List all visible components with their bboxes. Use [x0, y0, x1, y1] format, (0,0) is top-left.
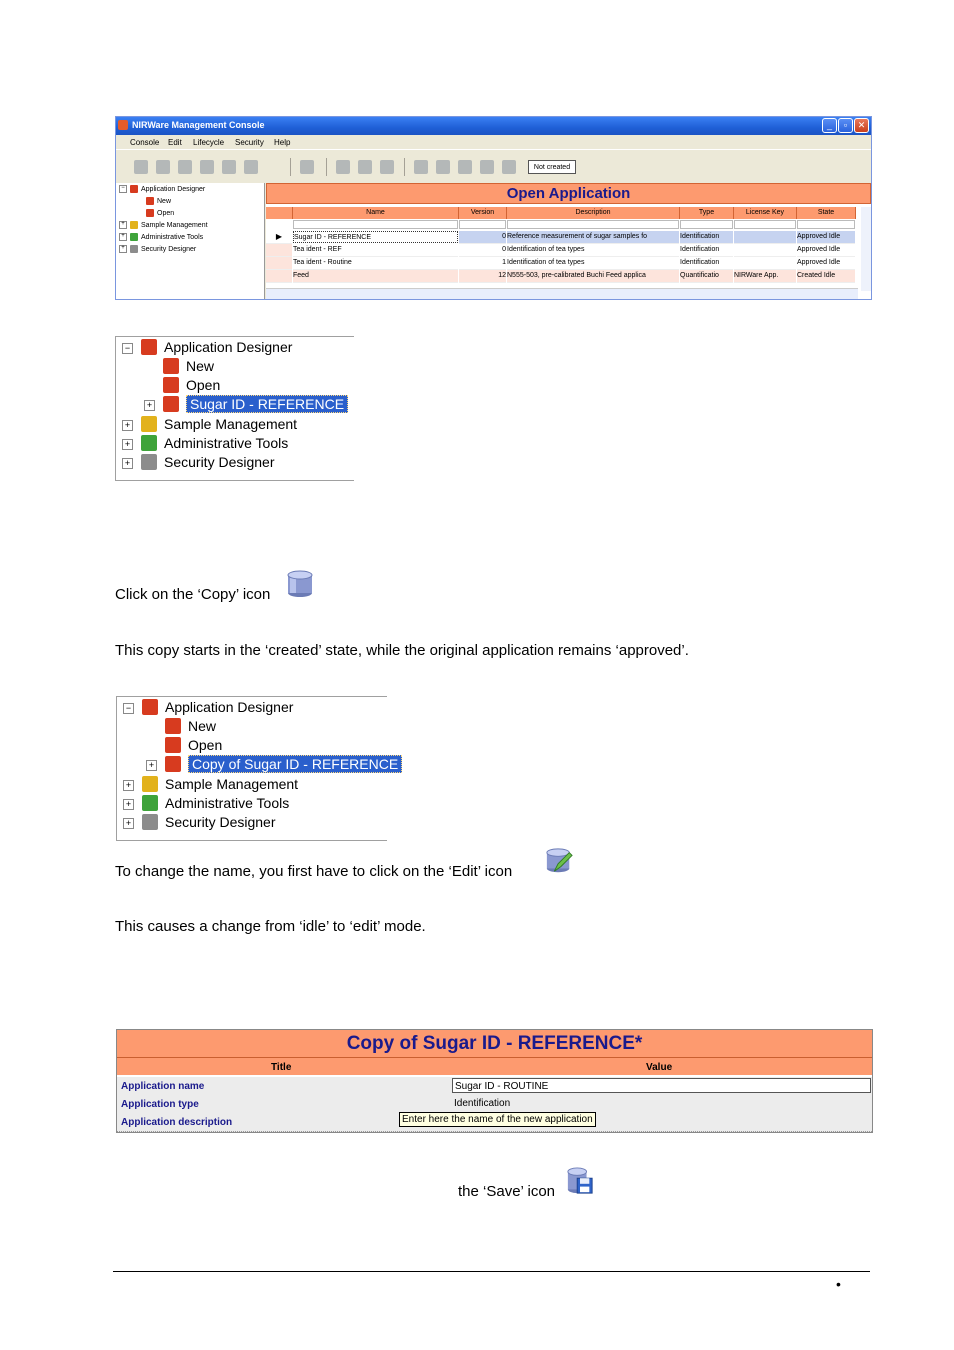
tree-item-administrative-tools[interactable]: + Administrative Tools	[122, 434, 288, 453]
filter-license-key[interactable]	[734, 220, 796, 229]
current-row-arrow-icon: ▶	[266, 231, 292, 244]
menu-lifecycle[interactable]: Lifecycle	[193, 138, 225, 147]
row-header-corner	[266, 207, 293, 219]
table-cell-state[interactable]: Created Idle	[797, 270, 855, 283]
red-puzzle-icon	[130, 185, 138, 193]
vertical-scrollbar[interactable]	[861, 207, 871, 291]
table-cell-name[interactable]: Feed	[293, 270, 458, 283]
refresh-icon[interactable]	[222, 160, 236, 174]
table-cell-version[interactable]: 0	[459, 231, 506, 244]
row-header[interactable]	[266, 244, 292, 257]
form-title: Copy of Sugar ID - REFERENCE*	[117, 1030, 872, 1058]
column-header-version[interactable]: Version	[459, 207, 507, 219]
mode-note: This causes a change from ‘idle’ to ‘edit’ mode.	[115, 918, 426, 935]
red-puzzle-icon	[142, 699, 158, 715]
application-edit-form	[116, 1029, 873, 1133]
table-cell-license-key[interactable]	[734, 257, 796, 270]
menu-bar	[116, 135, 871, 149]
window-title: NIRWare Management Console	[132, 120, 265, 130]
row-header[interactable]	[266, 257, 292, 270]
application-type-value[interactable]: Identification	[454, 1098, 511, 1109]
menu-help[interactable]: Help	[274, 138, 291, 147]
expand-icon[interactable]: +	[119, 245, 127, 253]
table-cell-type[interactable]: Identification	[680, 231, 733, 244]
gray-puzzle-icon	[142, 814, 158, 830]
table-cell-name[interactable]: Tea ident - REF	[293, 244, 458, 257]
yellow-puzzle-icon	[130, 221, 138, 229]
tree-item-new[interactable]: New	[146, 197, 171, 205]
table-cell-version[interactable]: 1	[459, 257, 506, 270]
red-puzzle-icon	[165, 737, 181, 753]
tree-panel-before-copy	[115, 336, 354, 481]
management-console-window	[115, 116, 872, 300]
column-header-title: Title	[271, 1062, 292, 1073]
tree-item-application-designer[interactable]: − Application Designer	[119, 185, 205, 193]
view-icon[interactable]	[300, 160, 314, 174]
navigation-tree	[116, 183, 265, 299]
toolbar-separator	[290, 158, 291, 176]
filter-state[interactable]	[797, 220, 855, 229]
name-tooltip: Enter here the name of the new application	[399, 1112, 596, 1127]
toolbar	[116, 149, 871, 184]
tree-item-open[interactable]: Open	[146, 209, 174, 217]
red-puzzle-icon	[165, 756, 181, 772]
red-puzzle-icon	[141, 339, 157, 355]
open-application-pane	[266, 183, 871, 299]
menu-console[interactable]: Console	[130, 138, 160, 147]
export-icon[interactable]	[480, 160, 494, 174]
new-icon[interactable]	[134, 160, 148, 174]
tree-item-application-designer[interactable]: − Application Designer	[122, 338, 292, 357]
red-puzzle-icon	[163, 377, 179, 393]
red-puzzle-icon	[146, 209, 154, 217]
tree-item-sample-management[interactable]: + Sample Management	[119, 221, 208, 229]
filter-description[interactable]	[507, 220, 679, 229]
green-puzzle-icon	[142, 795, 158, 811]
tree-item-sample-management[interactable]: + Sample Management	[122, 415, 297, 434]
paste-icon[interactable]	[380, 160, 394, 174]
expand-icon[interactable]: +	[123, 780, 134, 791]
column-header-description[interactable]: Description	[507, 207, 680, 219]
expand-icon[interactable]: +	[122, 439, 133, 450]
import-icon[interactable]	[502, 160, 516, 174]
edit-instruction: To change the name, you first have to click on the ‘Edit’ icon	[115, 863, 513, 880]
properties-icon[interactable]	[244, 160, 258, 174]
expand-icon[interactable]: +	[144, 400, 155, 411]
minimize-button[interactable]: _	[822, 118, 837, 133]
menu-security[interactable]: Security	[235, 138, 264, 147]
delete-icon[interactable]	[156, 160, 170, 174]
edit-icon[interactable]	[414, 160, 428, 174]
tree-item-sample-management[interactable]: + Sample Management	[123, 775, 298, 794]
table-cell-description[interactable]: Identification of tea types	[507, 244, 679, 257]
tree-item-application-designer[interactable]: − Application Designer	[123, 698, 293, 717]
application-name-input[interactable]: Sugar ID - ROUTINE	[452, 1078, 871, 1093]
tree-panel-after-copy	[116, 696, 399, 841]
open-application-title: Open Application	[266, 183, 871, 204]
app-icon	[118, 120, 128, 130]
tree-item-administrative-tools[interactable]: + Administrative Tools	[123, 794, 289, 813]
column-header-state[interactable]: State	[797, 207, 856, 219]
tree-item-security-designer[interactable]: + Security Designer	[122, 453, 275, 472]
save-all-icon[interactable]	[200, 160, 214, 174]
tree-item-sugar-id-reference[interactable]: + Sugar ID - REFERENCE	[144, 395, 348, 414]
tree-item-new[interactable]: New	[165, 717, 216, 736]
field-label-application-description: Application description	[121, 1117, 233, 1128]
field-label-application-name: Application name	[121, 1081, 205, 1092]
tree-item-administrative-tools[interactable]: + Administrative Tools	[119, 233, 203, 241]
yellow-puzzle-icon	[141, 416, 157, 432]
footer-divider	[113, 1271, 870, 1272]
filter-type[interactable]	[680, 220, 733, 229]
tree-item-security-designer[interactable]: + Security Designer	[119, 245, 196, 253]
tree-item-open[interactable]: Open	[163, 376, 220, 395]
save-instruction: the ‘Save’ icon	[458, 1183, 556, 1200]
tree-item-new[interactable]: New	[163, 357, 214, 376]
expand-icon[interactable]: +	[119, 233, 127, 241]
row-header[interactable]	[266, 270, 292, 283]
copy-instruction: Click on the ‘Copy’ icon	[115, 586, 271, 603]
expand-icon[interactable]: +	[123, 818, 134, 829]
filter-version[interactable]	[459, 220, 506, 229]
red-puzzle-icon	[163, 396, 179, 412]
filter-name[interactable]	[293, 220, 458, 229]
approve-icon[interactable]	[436, 160, 450, 174]
title-bar	[116, 117, 871, 135]
expand-icon[interactable]: +	[146, 760, 157, 771]
state-indicator: Not created	[528, 160, 576, 174]
menu-edit[interactable]: Edit	[168, 138, 182, 147]
save-icon	[566, 1167, 594, 1195]
save-icon[interactable]	[178, 160, 192, 174]
collapse-icon[interactable]: −	[122, 343, 133, 354]
copy-icon	[286, 570, 314, 598]
table-cell-state[interactable]: Approved Idle	[797, 244, 855, 257]
form-column-headers	[117, 1058, 872, 1075]
gray-puzzle-icon	[141, 454, 157, 470]
table-cell-type[interactable]: Identification	[680, 244, 733, 257]
form-row-application-name	[117, 1077, 872, 1096]
toolbar-separator	[326, 158, 327, 176]
table-cell-description[interactable]: Reference measurement of sugar samples fo	[507, 231, 679, 244]
green-puzzle-icon	[141, 435, 157, 451]
table-cell-type[interactable]: Quantificatio	[680, 270, 733, 283]
yellow-puzzle-icon	[142, 776, 158, 792]
red-puzzle-icon	[165, 718, 181, 734]
red-puzzle-icon	[146, 197, 154, 205]
table-cell-name[interactable]: Tea ident - Routine	[293, 257, 458, 270]
cut-icon[interactable]	[336, 160, 350, 174]
horizontal-scrollbar[interactable]	[266, 288, 858, 299]
gray-puzzle-icon	[130, 245, 138, 253]
column-header-license-key[interactable]: License Key	[734, 207, 797, 219]
table-cell-description[interactable]: N555-503, pre-calibrated Buchi Feed applica	[507, 270, 679, 283]
field-label-application-type: Application type	[121, 1099, 199, 1110]
close-button[interactable]: ✕	[854, 118, 869, 133]
edit-icon	[545, 847, 573, 875]
table-cell-license-key[interactable]: NIRWare App.	[734, 270, 796, 283]
expand-icon[interactable]: +	[123, 799, 134, 810]
column-header-value: Value	[646, 1062, 673, 1073]
expand-icon[interactable]: +	[119, 221, 127, 229]
copy-state-note: This copy starts in the ‘created’ state, while the original application remains ‘approved’.	[115, 642, 689, 659]
tree-item-open[interactable]: Open	[165, 736, 222, 755]
copy-icon[interactable]	[358, 160, 372, 174]
collapse-icon[interactable]: −	[123, 703, 134, 714]
table-cell-description[interactable]: Identification of tea types	[507, 257, 679, 270]
column-header-type[interactable]: Type	[680, 207, 734, 219]
table-cell-type[interactable]: Identification	[680, 257, 733, 270]
green-puzzle-icon	[130, 233, 138, 241]
table-cell-version[interactable]: 0	[459, 244, 506, 257]
collapse-icon[interactable]: −	[119, 185, 127, 193]
footer-bullet: •	[836, 1276, 841, 1292]
table-cell-license-key[interactable]	[734, 231, 796, 244]
maximize-button[interactable]: ▫	[838, 118, 853, 133]
table-cell-state[interactable]: Approved Idle	[797, 231, 855, 244]
expand-icon[interactable]: +	[122, 458, 133, 469]
table-cell-state[interactable]: Approved Idle	[797, 257, 855, 270]
red-puzzle-icon	[163, 358, 179, 374]
archive-icon[interactable]	[458, 160, 472, 174]
tree-item-copy-of-sugar-id-reference[interactable]: + Copy of Sugar ID - REFERENCE	[146, 755, 402, 774]
tree-item-security-designer[interactable]: + Security Designer	[123, 813, 276, 832]
column-header-name[interactable]: Name	[293, 207, 459, 219]
table-cell-name[interactable]: Sugar ID - REFERENCE	[293, 231, 458, 243]
expand-icon[interactable]: +	[122, 420, 133, 431]
toolbar-separator	[404, 158, 405, 176]
table-cell-version[interactable]: 12	[459, 270, 506, 283]
table-cell-license-key[interactable]	[734, 244, 796, 257]
